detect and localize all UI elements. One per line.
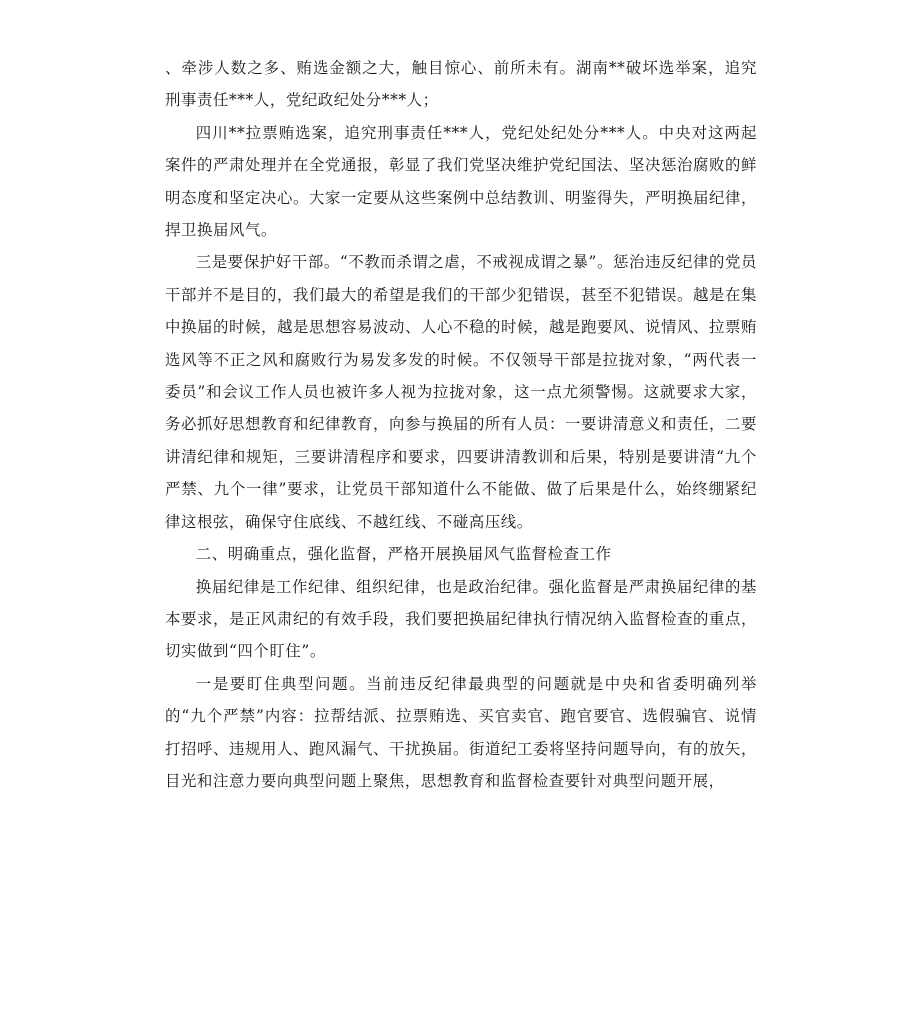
paragraph-1: 、牵涉人数之多、贿选金额之大，触目惊心、前所未有。湖南**破坏选举案，追究刑事责任***人，党纪政纪处分***人； [165,59,757,110]
document-body [165,52,757,797]
section-heading: 二、明确重点，强化监督，严格开展换届风气监督检查工作 [195,545,612,564]
paragraph-2: 四川**拉票贿选案，追究刑事责任***人，党纪处纪处分***人。中央对这两起案件的严肃处理并在全党通报，彰显了我们党坚决维护党纪国法、坚决惩治腐败的鲜明态度和坚定决心。大家一定要从这些案例中总结教训、明鉴得失，严明换届纪律，捍卫换届风气。 [165,123,757,240]
paragraph-6: 一是要盯住典型问题。当前违反纪律最典型的问题就是中央和省委明确列举的“九个严禁”内容：拉帮结派、拉票贿选、买官卖官、跑官要官、选假骗官、说情打招呼、违规用人、跑风漏气、干扰换届。街道纪工委将坚持问题导向，有的放矢，目光和注意力要向典型问题上聚焦，思想教育和监督检查要针对典型问题开展， [165,674,757,790]
paragraph-5: 换届纪律是工作纪律、组织纪律，也是政治纪律。强化监督是严肃换届纪律的基本要求，是正风肃纪的有效手段，我们要把换届纪律执行情况纳入监督检查的重点，切实做到“四个盯住”。 [165,577,757,661]
paragraph-3: 三是要保护好干部。“不教而杀谓之虐，不戒视成谓之暴”。惩治违反纪律的党员干部并不是目的，我们最大的希望是我们的干部少犯错误，甚至不犯错误。越是在集中换届的时候，越是思想容易波动、人心不稳的时候，越是跑要风、说情风、拉票贿选风等不正之风和腐败行为易发多发的时候。不仅领导干部是拉拢对象，“两代表一委员”和会议工作人员也被许多人视为拉拢对象，这一点尤须警惕。这就要求大家，务必抓好思想教育和纪律教育，向参与换届的所有人员：一要讲清意义和责任，二要讲清纪律和规矩，三要讲清程序和要求，四要讲清教训和后果，特别是要讲清“九个严禁、九个一律”要求，让党员干部知道什么不能做、做了后果是什么，始终绷紧纪律这根弦，确保守住底线、不越红线、不碰高压线。 [165,253,757,531]
